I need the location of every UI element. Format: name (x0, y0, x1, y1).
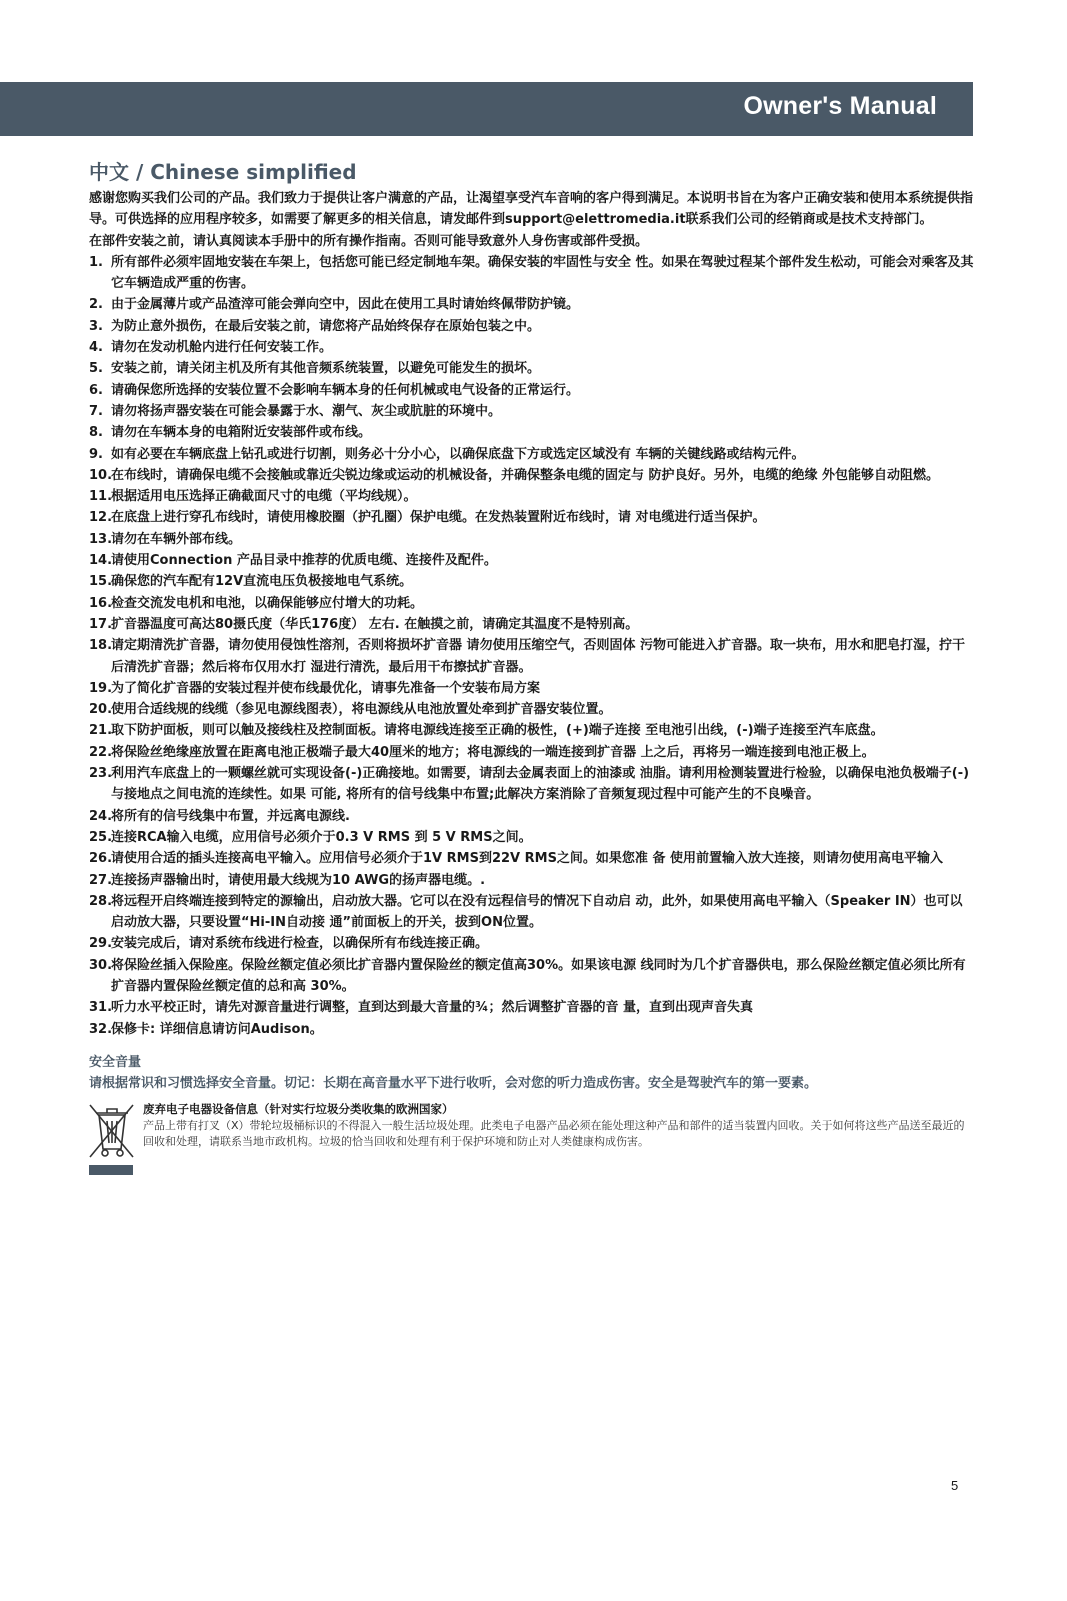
list-item (89, 806, 975, 827)
list-item (89, 252, 975, 295)
list-item (89, 294, 975, 315)
list-item-text: 连接RCA输入电缆，应用信号必须介于0.3 V RMS 到 5 V RMS之间。 (111, 829, 532, 845)
list-item (89, 507, 975, 528)
list-item-number: 27. (89, 872, 113, 888)
list-item-number: 32. (89, 1021, 113, 1037)
list-item-text: 确保您的汽车配有12V直流电压负极接地电气系统。 (111, 574, 413, 590)
header-bar (0, 82, 973, 136)
page-number: 5 (951, 1478, 959, 1493)
list-item-text: 扩音器温度可高达80摄氏度（华氏176度） 左右. 在触摸之前，请确定其温度不是特别高。 (111, 616, 639, 632)
list-item-number: 13. (89, 531, 113, 547)
list-item (89, 870, 975, 891)
weee-title: 废弃电子电器设备信息（针对实行垃圾分类收集的欧洲国家） (143, 1101, 454, 1116)
list-item-number: 12. (89, 510, 113, 526)
list-item-number: 14. (89, 553, 113, 569)
list-item-text: 为防止意外损伤，在最后安装之前，请您将产品始终保存在原始包装之中。 (111, 318, 541, 334)
list-item-text: 安装完成后，请对系统布线进行检查，以确保所有布线连接正确。 (111, 936, 489, 952)
list-item (89, 465, 975, 486)
list-item (89, 529, 975, 550)
list-item (89, 380, 975, 401)
list-item (89, 614, 975, 635)
intro-paragraph: 感谢您购买我们公司的产品。我们致力于提供让客户满意的产品，让渴望享受汽车音响的客户得到满足。本说明书旨在为客户正确安装和使用本系统提供指导。可供选择的应用程序较多，如需要了解更多的相关信息，请发邮件到support@elettromedia.it联系我们公司的经销商或是技术支持部门。 (89, 191, 974, 228)
list-item-text: 如有必要在车辆底盘上钻孔或进行切割，则务必十分小心，以确保底盘下方或选定区域没有 车辆的关键线路或结构元件。 (111, 446, 805, 462)
list-item-text: 安装之前，请关闭主机及所有其他音频系统装置，以避免可能发生的损坏。 (111, 361, 541, 377)
header-title: Owner's Manual (743, 92, 937, 120)
list-item-text: 取下防护面板，则可以触及接线柱及控制面板。请将电源线连接至正确的极性，(+)端子连接 至电池引出线，(-)端子连接至汽车底盘。 (111, 723, 884, 739)
list-item-text: 请确保您所选择的安装位置不会影响车辆本身的任何机械或电气设备的正常运行。 (111, 382, 580, 398)
list-item (89, 699, 975, 720)
weee-notice (89, 1101, 975, 1181)
list-item-text: 检查交流发电机和电池，以确保能够应付增大的功耗。 (111, 595, 424, 611)
list-item-text: 所有部件必须牢固地安装在车架上，包括您可能已经定制地车架。确保安装的牢固性与安全 性。如果在驾驶过程某个部件发生松动，可能会对乘客及其它车辆造成严重的伤害。 (111, 254, 974, 292)
list-item-text: 请勿在车辆本身的电箱附近安装部件或布线。 (111, 425, 372, 441)
list-item-text: 根据适用电压选择正确截面尺寸的电缆（平均线规）。 (111, 489, 417, 505)
list-item (89, 635, 975, 678)
list-item (89, 955, 975, 998)
list-item (89, 827, 975, 848)
list-item (89, 678, 975, 699)
manual-content (89, 158, 975, 1181)
list-item-number: 26. (89, 851, 113, 867)
list-item (89, 486, 975, 507)
list-item-number: 11. (89, 489, 113, 505)
warning-paragraph: 在部件安装之前，请认真阅读本手册中的所有操作指南。否则可能导致意外人身伤害或部件受损。 (89, 233, 649, 249)
list-item-number: 21. (89, 723, 113, 739)
crossed-out-wheelie-bin-icon (87, 1101, 135, 1159)
list-item (89, 337, 975, 358)
weee-text: 产品上带有打叉（X）带轮垃圾桶标识的不得混入一般生活垃圾处理。此类电子电器产品必须在能处理这种产品和部件的适当装置内回收。关于如何将这些产品送至最近的回收和处理，请联系当地市政机构。垃圾的恰当回收和处理有利于保护环境和防止对人类健康构成伤害。 (143, 1118, 965, 1148)
list-item-text: 利用汽车底盘上的一颗螺丝就可实现设备(-)正确接地。如需要，请刮去金属表面上的油漆或 油脂。请利用检测装置进行检验，以确保电池负极端子(-)与接地点之间电流的连续性。如果 可能, 将所有的信号线集中布置;此解决方案消除了音频复现过程中可能产生的不良噪音。 (111, 766, 970, 803)
list-item-number: 29. (89, 936, 113, 952)
list-item-text: 请勿将扬声器安装在可能会暴露于水、潮气、灰尘或肮脏的环境中。 (111, 403, 502, 419)
list-item (89, 997, 975, 1018)
list-item-text: 连接扬声器输出时，请使用最大线规为10 AWG的扬声器电缆。. (111, 872, 486, 888)
list-item (89, 358, 975, 379)
list-item-text: 在底盘上进行穿孔布线时，请使用橡胶圈（护孔圈）保护电缆。在发热装置附近布线时，请 对电缆进行适当保护。 (111, 510, 766, 526)
list-item-number: 9. (89, 446, 103, 462)
list-item-number: 7. (89, 403, 103, 419)
list-item-number: 18. (89, 638, 113, 654)
list-item-number: 31. (89, 1000, 113, 1016)
list-item (89, 891, 975, 934)
list-item (89, 1019, 975, 1040)
list-item (89, 933, 975, 954)
list-item (89, 593, 975, 614)
list-item-number: 30. (89, 957, 113, 973)
weee-bar (89, 1165, 133, 1175)
list-item-number: 1. (89, 254, 103, 270)
list-item-text: 在布线时，请确保电缆不会接触或靠近尖锐边缘或运动的机械设备，并确保整条电缆的固定与 防护良好。另外，电缆的绝缘 外包能够自动阻燃。 (111, 467, 940, 483)
list-item-number: 28. (89, 893, 113, 909)
list-item-number: 8. (89, 425, 103, 441)
list-item-number: 6. (89, 382, 103, 398)
list-item-number: 20. (89, 702, 113, 718)
list-item-number: 23. (89, 766, 113, 782)
list-item-text: 保修卡: 详细信息请访问Audison。 (111, 1021, 323, 1037)
list-item-text: 请定期清洗扩音器，请勿使用侵蚀性溶剂，否则将损坏扩音器 请勿使用压缩空气，否则固体 污物可能进入扩音器。取一块布，用水和肥皂打湿，拧干后清洗扩音器；然后将布仅用水打 湿进行清洗，最后用干布擦拭扩音器。 (111, 638, 966, 675)
list-item (89, 848, 975, 869)
list-item-text: 听力水平校正时，请先对源音量进行调整，直到达到最大音量的¾；然后调整扩音器的音 量，直到出现声音失真 (111, 1000, 753, 1016)
list-item-number: 17. (89, 616, 113, 632)
safety-volume-text: 请根据常识和习惯选择安全音量。切记：长期在高音量水平下进行收听，会对您的听力造成伤害。安全是驾驶汽车的第一要素。 (89, 1075, 818, 1091)
list-item (89, 571, 975, 592)
list-item (89, 422, 975, 443)
list-item-number: 16. (89, 595, 113, 611)
list-item-number: 10. (89, 467, 113, 483)
list-item-text: 由于金属薄片或产品渣滓可能会弹向空中，因此在使用工具时请始终佩带防护镜。 (111, 297, 580, 313)
list-item-number: 19. (89, 680, 113, 696)
list-item (89, 550, 975, 571)
list-item (89, 401, 975, 422)
list-item-number: 5. (89, 361, 103, 377)
list-item-text: 请使用合适的插头连接高电平输入。应用信号必须介于1V RMS到22V RMS之间。如果您准 备 使用前置输入放大连接，则请勿使用高电平输入 (111, 851, 943, 867)
list-item-text: 使用合适线规的线缆（参见电源线图表），将电源线从电池放置处牵到扩音器安装位置。 (111, 702, 612, 718)
list-item-text: 请勿在车辆外部布线。 (111, 531, 242, 547)
list-item-number: 2. (89, 297, 103, 313)
list-item (89, 316, 975, 337)
list-item-text: 为了简化扩音器的安装过程并使布线最优化，请事先准备一个安装布局方案 (111, 680, 541, 696)
list-item-text: 将所有的信号线集中布置，并远离电源线. (111, 808, 350, 824)
list-item-number: 3. (89, 318, 103, 334)
instruction-list (89, 252, 975, 1040)
list-item (89, 763, 975, 806)
list-item-number: 24. (89, 808, 113, 824)
list-item-number: 22. (89, 744, 113, 760)
list-item (89, 720, 975, 741)
list-item-text: 请使用Connection 产品目录中推荐的优质电缆、连接件及配件。 (111, 553, 497, 569)
list-item-number: 15. (89, 574, 113, 590)
safety-volume-title: 安全音量 (89, 1054, 142, 1070)
list-item (89, 742, 975, 763)
section-title: 中文 / Chinese simplified (89, 160, 357, 184)
list-item-text: 将保险丝插入保险座。保险丝额定值必须比扩音器内置保险丝的额定值高30%。如果该电源 线同时为几个扩音器供电，那么保险丝额定值必须比所有扩音器内置保险丝额定值的总和高 30%。 (111, 957, 966, 994)
list-item-text: 将保险丝绝缘座放置在距离电池正极端子最大40厘米的地方；将电源线的一端连接到扩音器 上之后，再将另一端连接到电池正极上。 (111, 744, 875, 760)
list-item-text: 将远程开启终端连接到特定的源输出，启动放大器。它可以在没有远程信号的情况下自动启 动，此外，如果使用高电平输入（Speaker IN）也可以启动放大器，只要设置“Hi-IN自动接 通”前面板上的开关，拔到ON位置。 (111, 893, 963, 931)
list-item-text: 请勿在发动机舱内进行任何安装工作。 (111, 340, 333, 356)
list-item-number: 25. (89, 829, 113, 845)
list-item-number: 4. (89, 340, 103, 356)
list-item (89, 444, 975, 465)
